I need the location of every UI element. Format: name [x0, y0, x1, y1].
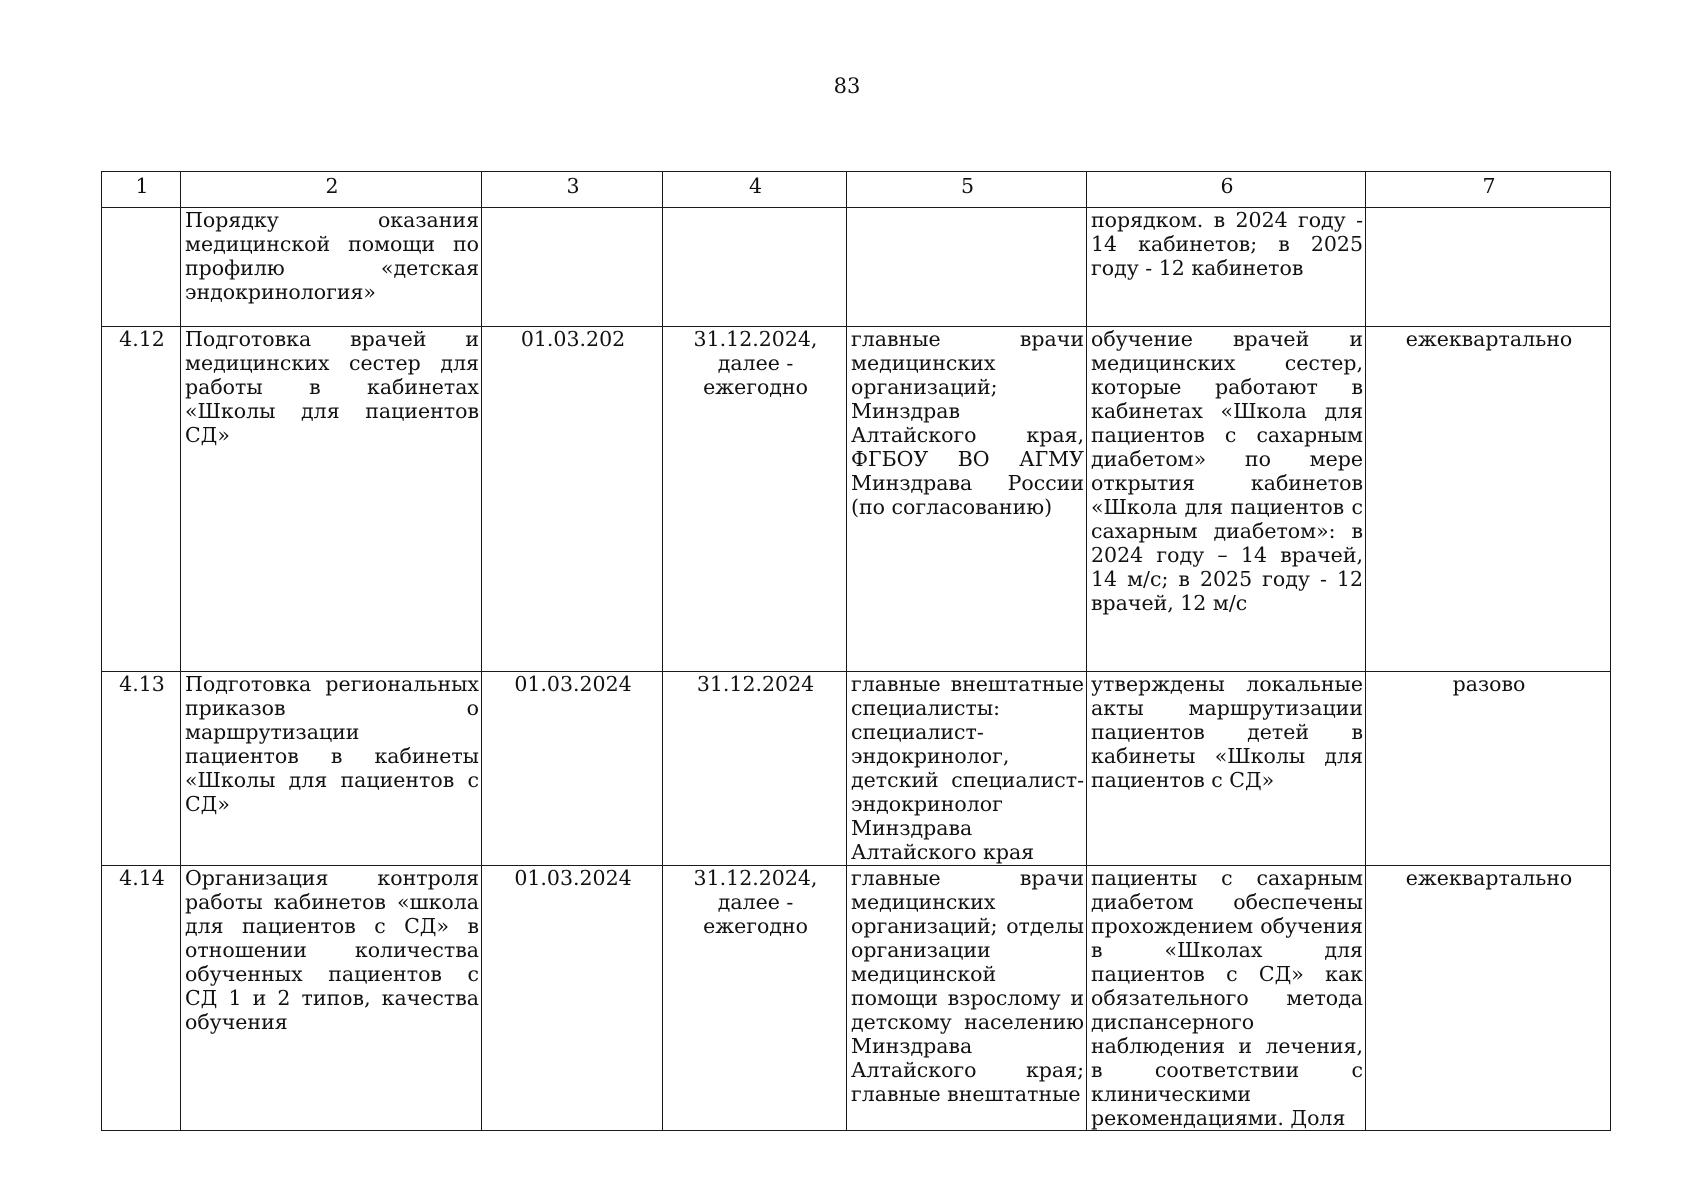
- frequency-cell: ежеквартально: [1366, 327, 1611, 672]
- column-header: 4: [663, 172, 847, 208]
- table-row: [102, 208, 1611, 327]
- activity-cell: Подготовка врачей и медицинских сестер для работы в кабинетах «Школы для пациентов СД»: [181, 327, 482, 672]
- start-date-cell: 01.03.2024: [482, 866, 663, 1131]
- start-date-cell: 01.03.202: [482, 327, 663, 672]
- table-row: [102, 672, 1611, 866]
- start-date-cell: 01.03.2024: [482, 672, 663, 866]
- end-date-cell: 31.12.2024, далее - ежегодно: [663, 327, 847, 672]
- end-date-cell: 31.12.2024: [663, 672, 847, 866]
- row-number: [102, 208, 181, 327]
- result-cell: пациенты с сахарным диабетом обеспечены прохождением обучения в «Школах для пациентов с СД» как обязательного метода диспансерного наблюдения и лечения, в соответствии с клиническими рекомендациями. Доля: [1087, 866, 1366, 1131]
- row-number: 4.13: [102, 672, 181, 866]
- column-header: 5: [847, 172, 1087, 208]
- row-number: 4.12: [102, 327, 181, 672]
- end-date-cell: 31.12.2024, далее - ежегодно: [663, 866, 847, 1131]
- column-header: 6: [1087, 172, 1366, 208]
- column-header: 1: [102, 172, 181, 208]
- header-row: [102, 172, 1611, 208]
- responsible-cell: главные врачи медицинских организаций; отделы организации медицинской помощи взрослому и детскому населению Минздрава Алтайского края; главные внештатные: [847, 866, 1087, 1131]
- result-cell: утверждены локальные акты маршрутизации пациентов детей в кабинеты «Школы для пациентов с СД»: [1087, 672, 1366, 866]
- responsible-cell: [847, 208, 1087, 327]
- action-plan-table: [101, 171, 1611, 1131]
- frequency-cell: ежеквартально: [1366, 866, 1611, 1131]
- activity-cell: Подготовка региональных приказов о маршрутизации пациентов в кабинеты «Школы для пациентов с СД»: [181, 672, 482, 866]
- table-row: [102, 327, 1611, 672]
- responsible-cell: главные врачи медицинских организаций; Минздрав Алтайского края, ФГБОУ ВО АГМУ Минздрава России (по согласованию): [847, 327, 1087, 672]
- frequency-cell: [1366, 208, 1611, 327]
- responsible-cell: главные внештатные специалисты: специалист-эндокринолог, детский специалист-эндокринолог Минздрава Алтайского края: [847, 672, 1087, 866]
- activity-cell: Порядку оказания медицинской помощи по профилю «детская эндокринология»: [181, 208, 482, 327]
- start-date-cell: [482, 208, 663, 327]
- end-date-cell: [663, 208, 847, 327]
- result-cell: обучение врачей и медицинских сестер, которые работают в кабинетах «Школа для пациентов с сахарным диабетом» по мере открытия кабинетов «Школа для пациентов с сахарным диабетом»: в 2024 году – 14 врачей, 14 м/с; в 2025 году - 12 врачей, 12 м/с: [1087, 327, 1366, 672]
- frequency-cell: разово: [1366, 672, 1611, 866]
- result-cell: порядком. в 2024 году - 14 кабинетов; в 2025 году - 12 кабинетов: [1087, 208, 1366, 327]
- row-number: 4.14: [102, 866, 181, 1131]
- activity-cell: Организация контроля работы кабинетов «школа для пациентов с СД» в отношении количества обученных пациентов с СД 1 и 2 типов, качества обучения: [181, 866, 482, 1131]
- table-row: [102, 866, 1611, 1131]
- column-header: 7: [1366, 172, 1611, 208]
- column-header: 2: [181, 172, 482, 208]
- column-header: 3: [482, 172, 663, 208]
- page-number: 83: [833, 74, 861, 98]
